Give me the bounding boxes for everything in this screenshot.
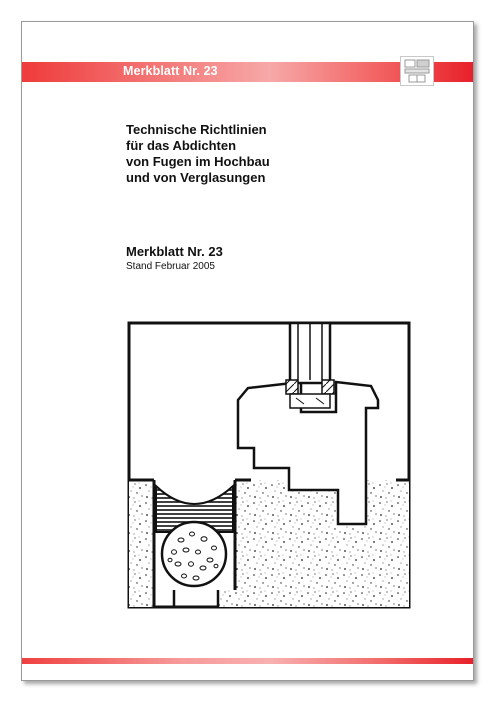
footer-band bbox=[22, 658, 473, 664]
header-band-label: Merkblatt Nr. 23 bbox=[123, 64, 218, 78]
title-line: für das Abdichten bbox=[126, 138, 237, 153]
subtitle-heading: Merkblatt Nr. 23 bbox=[126, 244, 223, 259]
title-line: von Fugen im Hochbau bbox=[126, 154, 270, 169]
association-logo-icon bbox=[400, 56, 434, 86]
document-title bbox=[126, 122, 270, 186]
title-line: und von Verglasungen bbox=[126, 170, 266, 185]
title-line: Technische Richtlinien bbox=[126, 122, 267, 137]
subtitle-date: Stand Februar 2005 bbox=[126, 261, 215, 272]
document-page bbox=[21, 21, 474, 681]
window-joint-cross-section-icon bbox=[126, 320, 412, 615]
